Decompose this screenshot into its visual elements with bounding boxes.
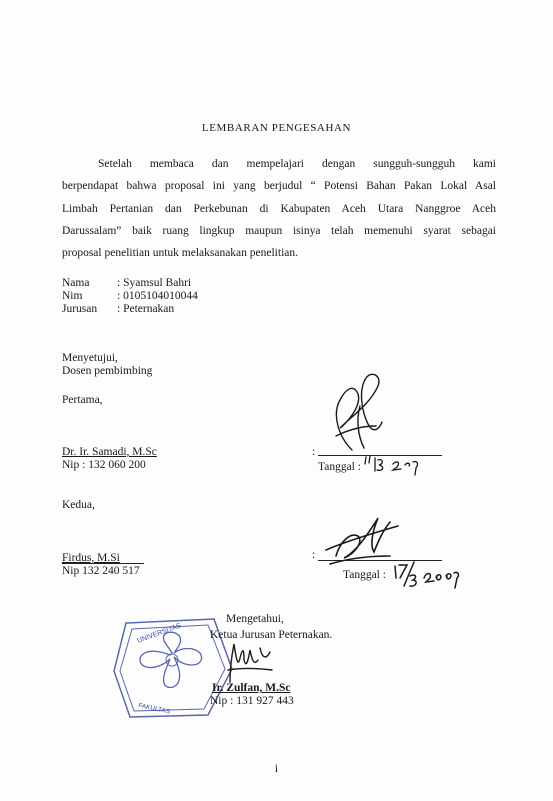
department-head-title: Ketua Jurusan Peternakan.: [210, 629, 333, 641]
second-supervisor-name: Firdus, M.Si: [62, 552, 120, 564]
nim-label: Nim: [62, 290, 83, 302]
paragraph-line: proposal penelitian untuk melaksanakan penelitian.: [62, 247, 298, 260]
paragraph-line: Darussalam” baik ruang lingkup maupun isinya telah memenuhi syarat sebagai: [62, 224, 496, 237]
first-supervisor-label: Pertama,: [62, 394, 103, 406]
paragraph-line: berpendapat bahwa proposal ini yang berjudul “ Potensi Bahan Pakan Lokal Asal: [62, 180, 496, 193]
first-colon: :: [312, 446, 316, 458]
svg-text:UNIVERSITAS: UNIVERSITAS: [136, 622, 183, 645]
first-signature-mark: [318, 366, 390, 458]
department-head-nip: Nip : 131 927 443: [210, 695, 294, 707]
page-number: i: [274, 763, 279, 775]
supervisor-heading: Dosen pembimbing: [62, 365, 153, 377]
name-label: Nama: [62, 277, 90, 289]
page-title: LEMBARAN PENGESAHAN: [201, 122, 352, 134]
svg-text:FAKULTAS: FAKULTAS: [137, 702, 171, 716]
second-supervisor-label: Kedua,: [62, 499, 95, 511]
department-head-name: Ir. Zulfan, M.Sc: [212, 682, 291, 694]
second-date-label: Tanggal :: [343, 569, 386, 581]
first-date-label: Tanggal :: [318, 461, 361, 473]
department-label: Jurusan: [62, 303, 98, 315]
paragraph-line: Limbah Pertanian dan Perkebunan di Kabupaten Aceh Utara Nanggroe Aceh: [62, 202, 496, 215]
paragraph-line: Setelah membaca dan mempelajari dengan sungguh-sungguh kami: [98, 158, 496, 170]
first-supervisor-nip: Nip : 132 060 200: [62, 459, 146, 471]
approval-paragraph: [62, 153, 496, 264]
second-date-handwritten: [392, 560, 462, 590]
approval-heading: Menyetujui,: [62, 352, 118, 364]
acknowledge-heading: Mengetahui,: [226, 613, 284, 625]
department-head-signature-mark: [226, 638, 276, 684]
first-supervisor-name: Dr. Ir. Samadi, M.Sc: [62, 446, 157, 458]
nim-value: : 0105104010044: [117, 290, 198, 302]
first-date-handwritten: [363, 454, 423, 476]
second-supervisor-nip: Nip 132 240 517: [62, 565, 140, 577]
department-value: : Peternakan: [117, 303, 175, 315]
name-value: : Syamsul Bahri: [117, 277, 192, 289]
second-colon: :: [312, 549, 316, 561]
